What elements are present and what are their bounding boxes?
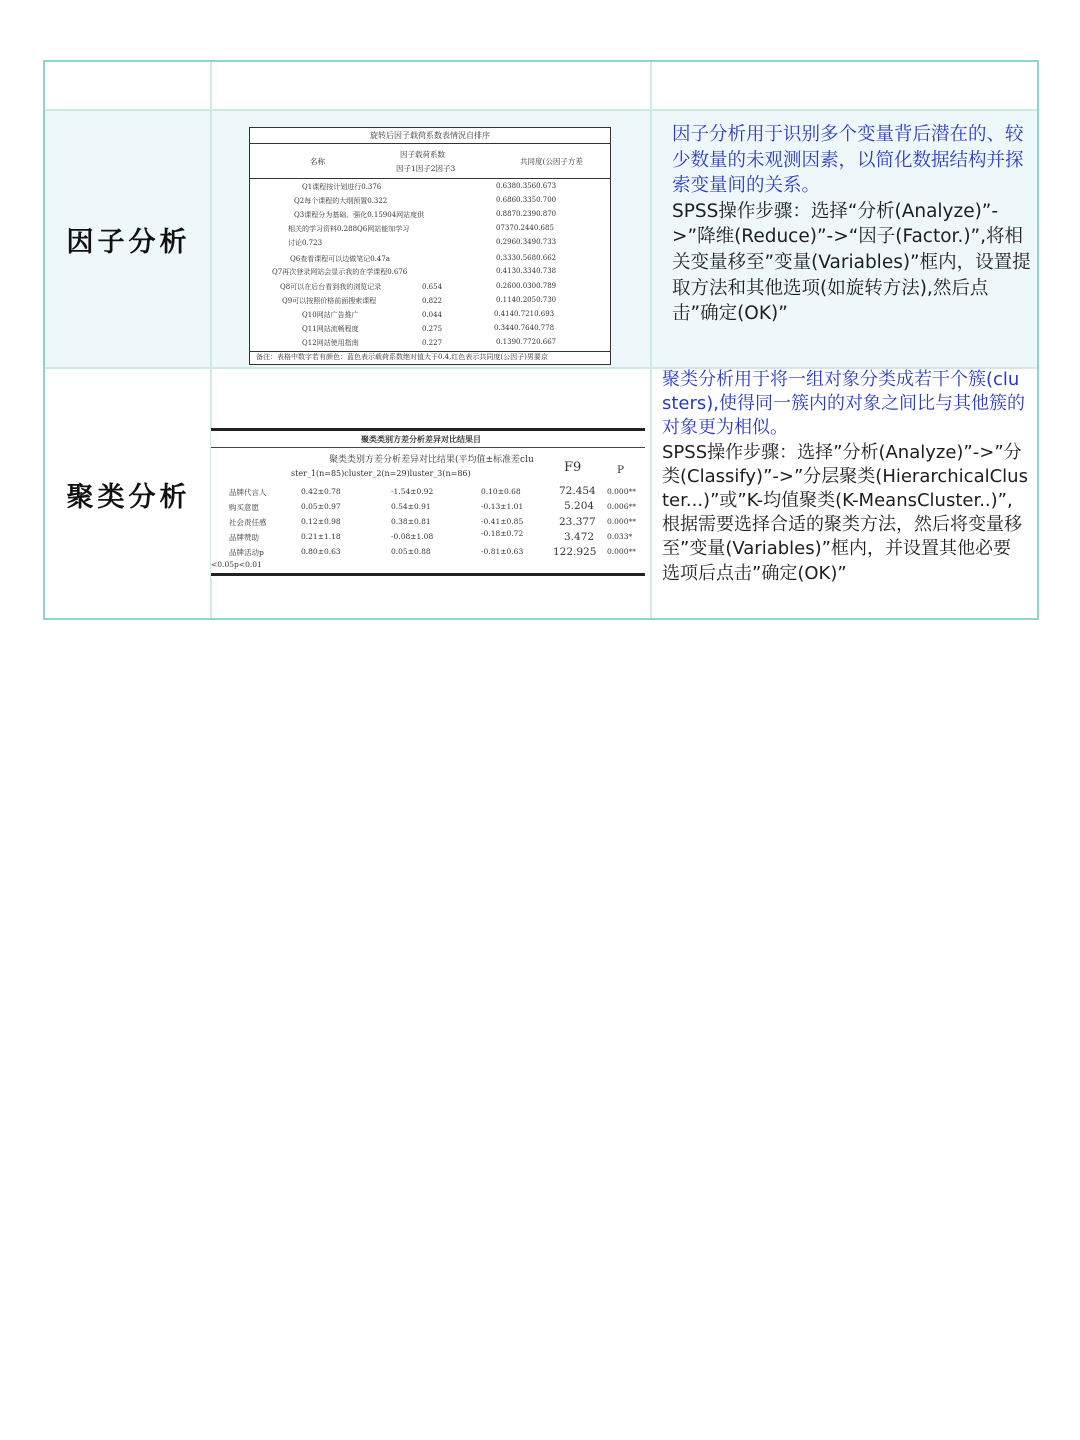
table-cell: -0.13±1.01: [481, 502, 524, 511]
table-rule: [250, 178, 610, 179]
cluster-table-footnote: <0.05p<0.01: [211, 560, 262, 569]
table-cell: -1.54±0.92: [391, 487, 434, 496]
cluster-description-text: 聚类分析用于将一组对象分类成若干个簇(clusters),使得同一簇内的对象之间比与其他簇的对象更为相似。: [662, 369, 1026, 439]
table-cell: Q9可以按照价格前面搜索课程: [282, 297, 377, 305]
factor-loading-table: [249, 127, 611, 365]
table-cell: 0.000**: [607, 547, 636, 556]
factor-description: [672, 122, 1032, 327]
table-rule: [250, 143, 610, 144]
table-cell: 0.3440.7640.778: [494, 324, 555, 332]
row-label-factor-analysis: 因子分析: [66, 226, 191, 258]
table-cell: 0.12±0.98: [301, 517, 341, 526]
table-cell: -0.18±0.72: [481, 529, 524, 538]
table-cell: 0.05±0.88: [391, 547, 431, 556]
table-cell: Q2每个课程的大纲预置0.322: [294, 197, 388, 205]
table-cell: -0.81±0.63: [481, 547, 524, 556]
cluster-table-header-line2: ster_1(n=85)cluster_2(n=29)luster_3(n=86): [291, 469, 471, 478]
table-cell: 0.822: [422, 297, 443, 305]
table-cell: 社会责任感: [229, 518, 267, 527]
table-cell: -0.41±0.85: [481, 517, 524, 526]
cluster-description: [662, 368, 1028, 586]
table-cell: 0.275: [422, 325, 443, 333]
table-cell: Q10网站广告推广: [302, 311, 359, 319]
row-label-cluster-analysis: 聚类分析: [66, 481, 191, 513]
cluster-steps-text: SPSS操作步骤：选择”分析(Analyze)”->”分类(Classify)”->”分层聚类(HierarchicalCluster...)”或”K-均值聚类(K-MeansCluster..)”,根据需要选择合适的聚类方法，然后将变量移至”变量(Variables)”框内，并设置其他必要选项后点击”确定(OK)”: [662, 441, 1028, 584]
factor-header-name: 名称: [310, 157, 325, 166]
table-cell: 0.033*: [607, 532, 633, 541]
factor-table-note: 备注：表格中数字若有颜色：蓝色表示载荷系数绝对值大于0.4,红色表示共同度(公因子)男要京: [256, 353, 548, 361]
cluster-table-subtitle: 聚类类别方差分析差异对比结果(平均值±标准差clu: [329, 455, 534, 465]
table-cell: 0.4130.3340.738: [496, 267, 557, 275]
table-cell: 0.3330.5680.662: [496, 254, 557, 262]
table-cell: 0.42±0.78: [301, 487, 341, 496]
table-cell: 0.8870.2390.870: [496, 210, 557, 218]
table-cell: 5.204: [564, 500, 595, 512]
table-cell: 0.2600.0300.789: [496, 282, 557, 290]
table-rule: [211, 447, 645, 448]
table-cell: 0.80±0.63: [301, 547, 341, 556]
table-cell: 0.6860.3350.700: [496, 196, 557, 204]
table-cell: 0.000**: [607, 517, 636, 526]
cluster-p-header: P: [617, 464, 625, 476]
table-cell: 品牌赞助: [229, 533, 259, 542]
table-cell: Q11网站流畅程度: [302, 325, 359, 333]
table-cell: Q12网站使用指南: [302, 339, 359, 347]
table-cell: 3.472: [564, 531, 595, 543]
table-cell: 0.654: [422, 283, 443, 291]
cluster-anova-table: [211, 428, 645, 578]
table-cell: Q8可以在后台看到我的浏览记录: [280, 283, 382, 291]
table-cell: 07370.2440.685: [496, 224, 554, 232]
table-cell: 0.227: [422, 339, 443, 347]
table-cell: 0.54±0.91: [391, 502, 431, 511]
factor-header-sub: 因子1因子2因子3: [396, 164, 456, 173]
table-cell: 0.1390.7720.667: [496, 338, 557, 346]
table-cell: 0.4140.7210.693: [494, 310, 555, 318]
table-cell: 0.38±0.81: [391, 517, 431, 526]
table-cell: 23.377: [559, 516, 596, 528]
table-cell: 0.10±0.68: [481, 487, 521, 496]
table-cell: 0.6380.3560.673: [496, 182, 557, 190]
table-cell: -0.08±1.08: [391, 532, 434, 541]
table-cell: 品牌活动p: [229, 548, 264, 557]
factor-header-loading: 因子载荷系数: [400, 150, 445, 159]
table-cell: 0.000**: [607, 487, 636, 496]
table-cell: 相关的学习资料0.288Q6网站能加学习: [288, 225, 410, 233]
table-cell: 0.1140.2050.730: [496, 296, 557, 304]
column-divider-2: [650, 62, 652, 618]
table-cell: 讨论0.723: [288, 239, 323, 247]
table-cell: 0.21±1.18: [301, 532, 341, 541]
factor-table-title: 旋转后因子载荷系数表情況自排序: [370, 131, 490, 140]
table-cell: 品牌代言人: [229, 488, 267, 497]
table-cell: 72.454: [559, 485, 596, 497]
table-cell: Q3课程分为基础、强化0.15904网站度供: [294, 211, 425, 219]
table-rule: [211, 428, 645, 431]
table-rule: [211, 573, 645, 576]
factor-description-text: 因子分析用于识别多个变量背后潜在的、较少数量的未观测因素，以简化数据结构并探索变量间的关系。: [672, 124, 1024, 197]
table-cell: 122.925: [553, 546, 597, 558]
table-cell: 0.044: [422, 311, 443, 319]
table-cell: 0.2960.3490.733: [496, 238, 557, 246]
factor-steps-text: SPSS操作步骤：选择“分析(Analyze)”->”降维(Reduce)”->“因子(Factor.)”,将相关变量移至”变量(Variables)”框内，设置提取方法和其他选项(如旋转方法),然后点击”确定(OK)”: [672, 200, 1031, 325]
table-cell: Q7再次登录网站会显示我的在学课程0.676: [272, 268, 408, 276]
table-cell: 购买意愿: [229, 503, 259, 512]
table-cell: Q6查看课程可以边做笔记0.47a: [290, 255, 390, 263]
table-cell: 0.05±0.97: [301, 502, 341, 511]
cluster-table-title: 聚类类别方差分析差异对比结果目: [361, 434, 481, 444]
factor-header-commonality: 共同度(公因子方差: [520, 157, 583, 166]
table-cell: 0.006**: [607, 502, 636, 511]
table-cell: Q1课程按计划进行0.376: [302, 183, 382, 191]
cluster-f-header: F9: [564, 460, 582, 475]
